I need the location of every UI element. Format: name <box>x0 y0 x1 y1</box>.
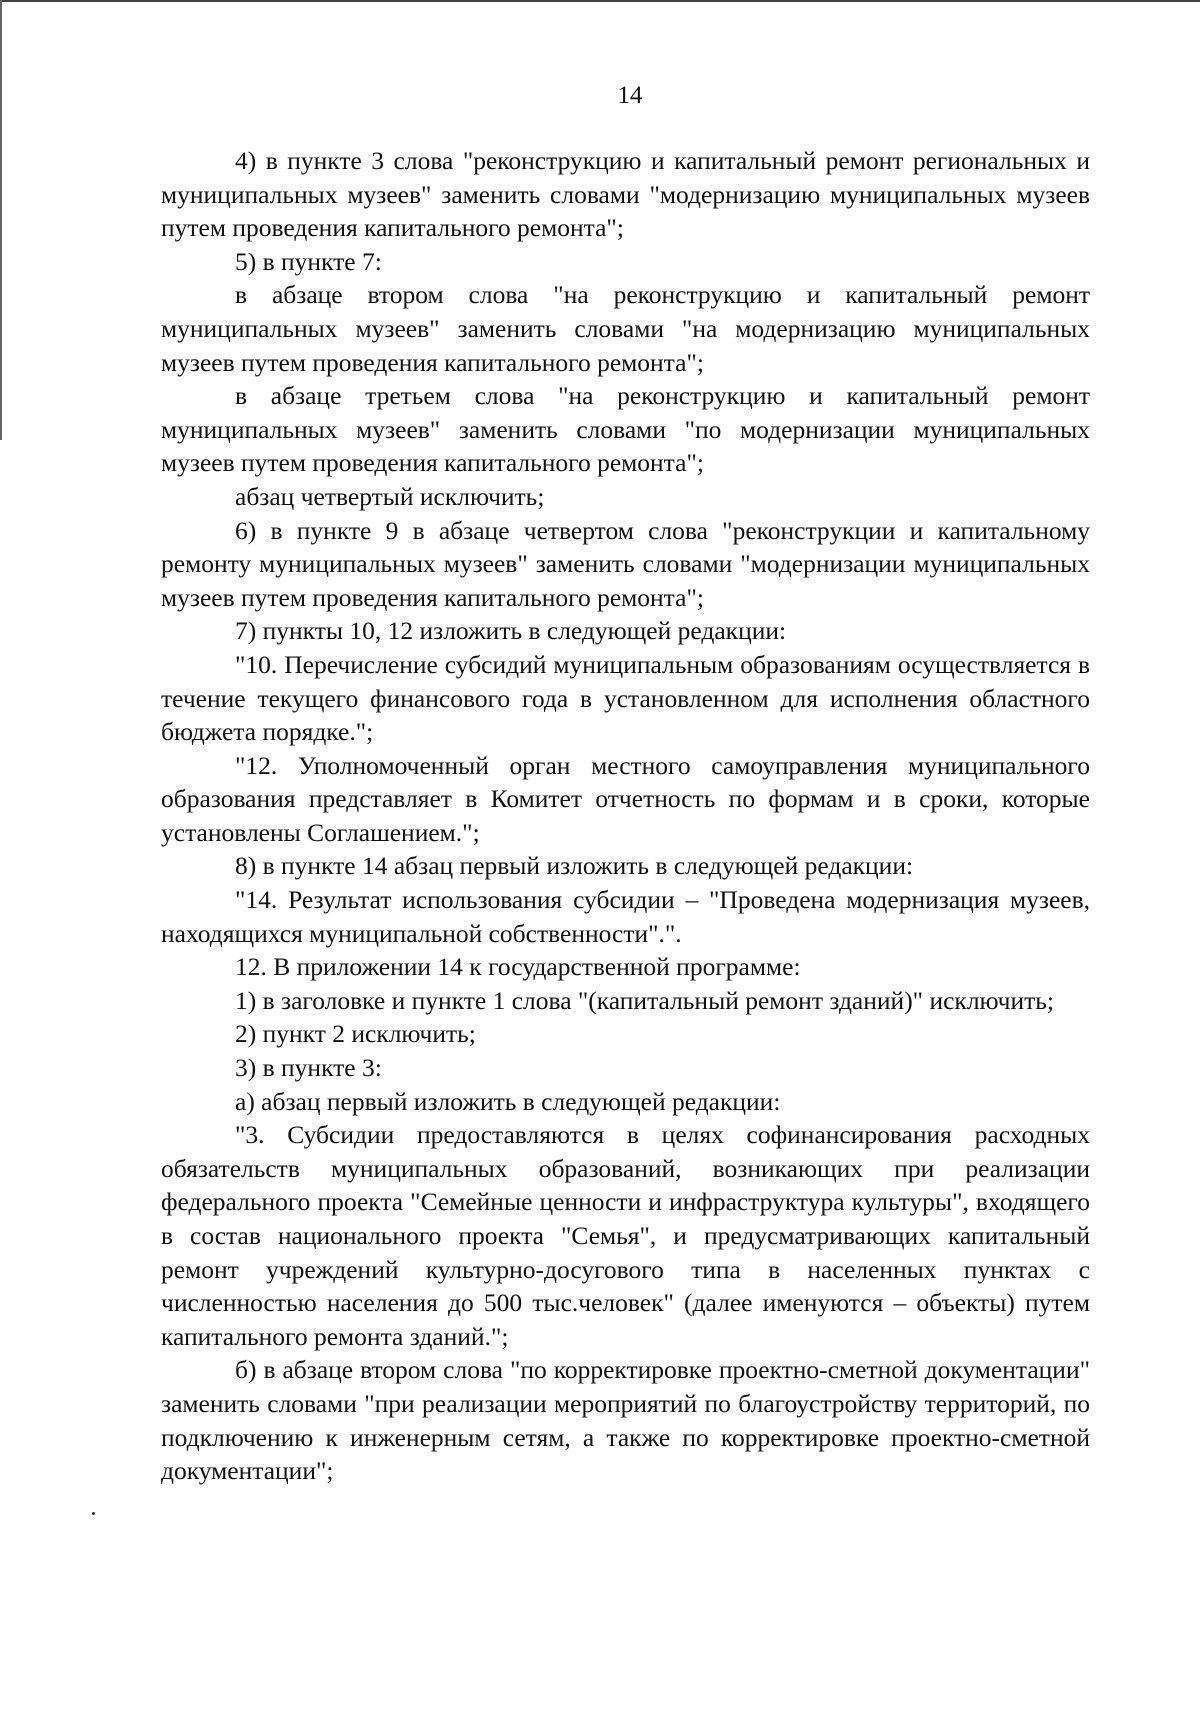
scan-top-edge <box>0 0 1200 2</box>
paragraph-subitem-b: б) в абзаце втором слова "по корректировке проектно-сметной документации" заменить словами "при реализации мероприятий по благоустройству территорий, по подключению к инженерным сетям, а также по корректировке проектно-сметной документации"; <box>161 1355 1090 1486</box>
paragraph-section-12: 12. В приложении 14 к государственной программе: <box>235 952 801 982</box>
paragraph-item-8: 8) в пункте 14 абзац первый изложить в следующей редакции: <box>235 851 914 881</box>
document-body <box>161 144 1090 1488</box>
paragraph-point-14: "14. Результат использования субсидии – "Проведена модернизация музеев, находящихся муниципальной собственности".". <box>161 885 1090 948</box>
page-number: 14 <box>617 82 643 109</box>
paragraph-item-5-abzac-3: в абзаце третьем слова "на реконструкцию и капитальный ремонт муниципальных музеев" заменить словами "по модернизации муниципальных музеев путем проведения капитального ремонта"; <box>161 381 1090 478</box>
paragraph-subitem-a: а) абзац первый изложить в следующей редакции: <box>235 1086 781 1116</box>
paragraph-item-6: 6) в пункте 9 в абзаце четвертом слова "реконструкции и капитальному ремонту муниципальных музеев" заменить словами "модернизации муниципальных музеев путем проведения капитального ремонта"; <box>161 515 1090 612</box>
paragraph-section-12-item-3: 3) в пункте 3: <box>235 1053 382 1083</box>
paragraph-section-12-item-2: 2) пункт 2 исключить; <box>235 1019 476 1049</box>
paragraph-point-12: "12. Уполномоченный орган местного самоуправления муниципального образования представляет в Комитет отчетность по формам и в сроки, которые установлены Соглашением."; <box>161 750 1090 847</box>
scan-speck <box>92 1512 95 1515</box>
paragraph-item-5: 5) в пункте 7: <box>235 246 382 276</box>
paragraph-item-5-abzac-2: в абзаце втором слова "на реконструкцию и капитальный ремонт муниципальных музеев" заменить словами "на модернизацию муниципальных музеев путем проведения капитального ремонта"; <box>161 280 1090 377</box>
paragraph-item-5-abzac-4: абзац четвертый исключить; <box>235 481 545 511</box>
scan-left-edge <box>0 0 2 440</box>
paragraph-item-7: 7) пункты 10, 12 изложить в следующей редакции: <box>235 616 787 646</box>
paragraph-point-10: "10. Перечисление субсидий муниципальным образованиям осуществляется в течение текущего финансового года в установленном для исполнения областного бюджета порядке."; <box>161 649 1090 747</box>
paragraph-section-12-item-1: 1) в заголовке и пункте 1 слова "(капитальный ремонт зданий)" исключить; <box>235 985 1054 1015</box>
paragraph-point-3-text: "3. Субсидии предоставляются в целях софинансирования расходных обязательств муниципальных образований, возникающих при реализации федерального проекта "Семейные ценности и инфраструктура культуры", входящего в состав национального проекта "Семья", и предусматривающих капитальный ремонт учреждений культурно-досугового типа в населенных пунктах с численностью населения до 500 тыс.человек" (далее именуются – объекты) путем капитального ремонта зданий."; <box>161 1120 1090 1351</box>
paragraph-item-4: 4) в пункте 3 слова "реконструкцию и капитальный ремонт региональных и муниципальных музеев" заменить словами "модернизацию муниципальных музеев путем проведения капитального ремонта"; <box>161 146 1090 243</box>
